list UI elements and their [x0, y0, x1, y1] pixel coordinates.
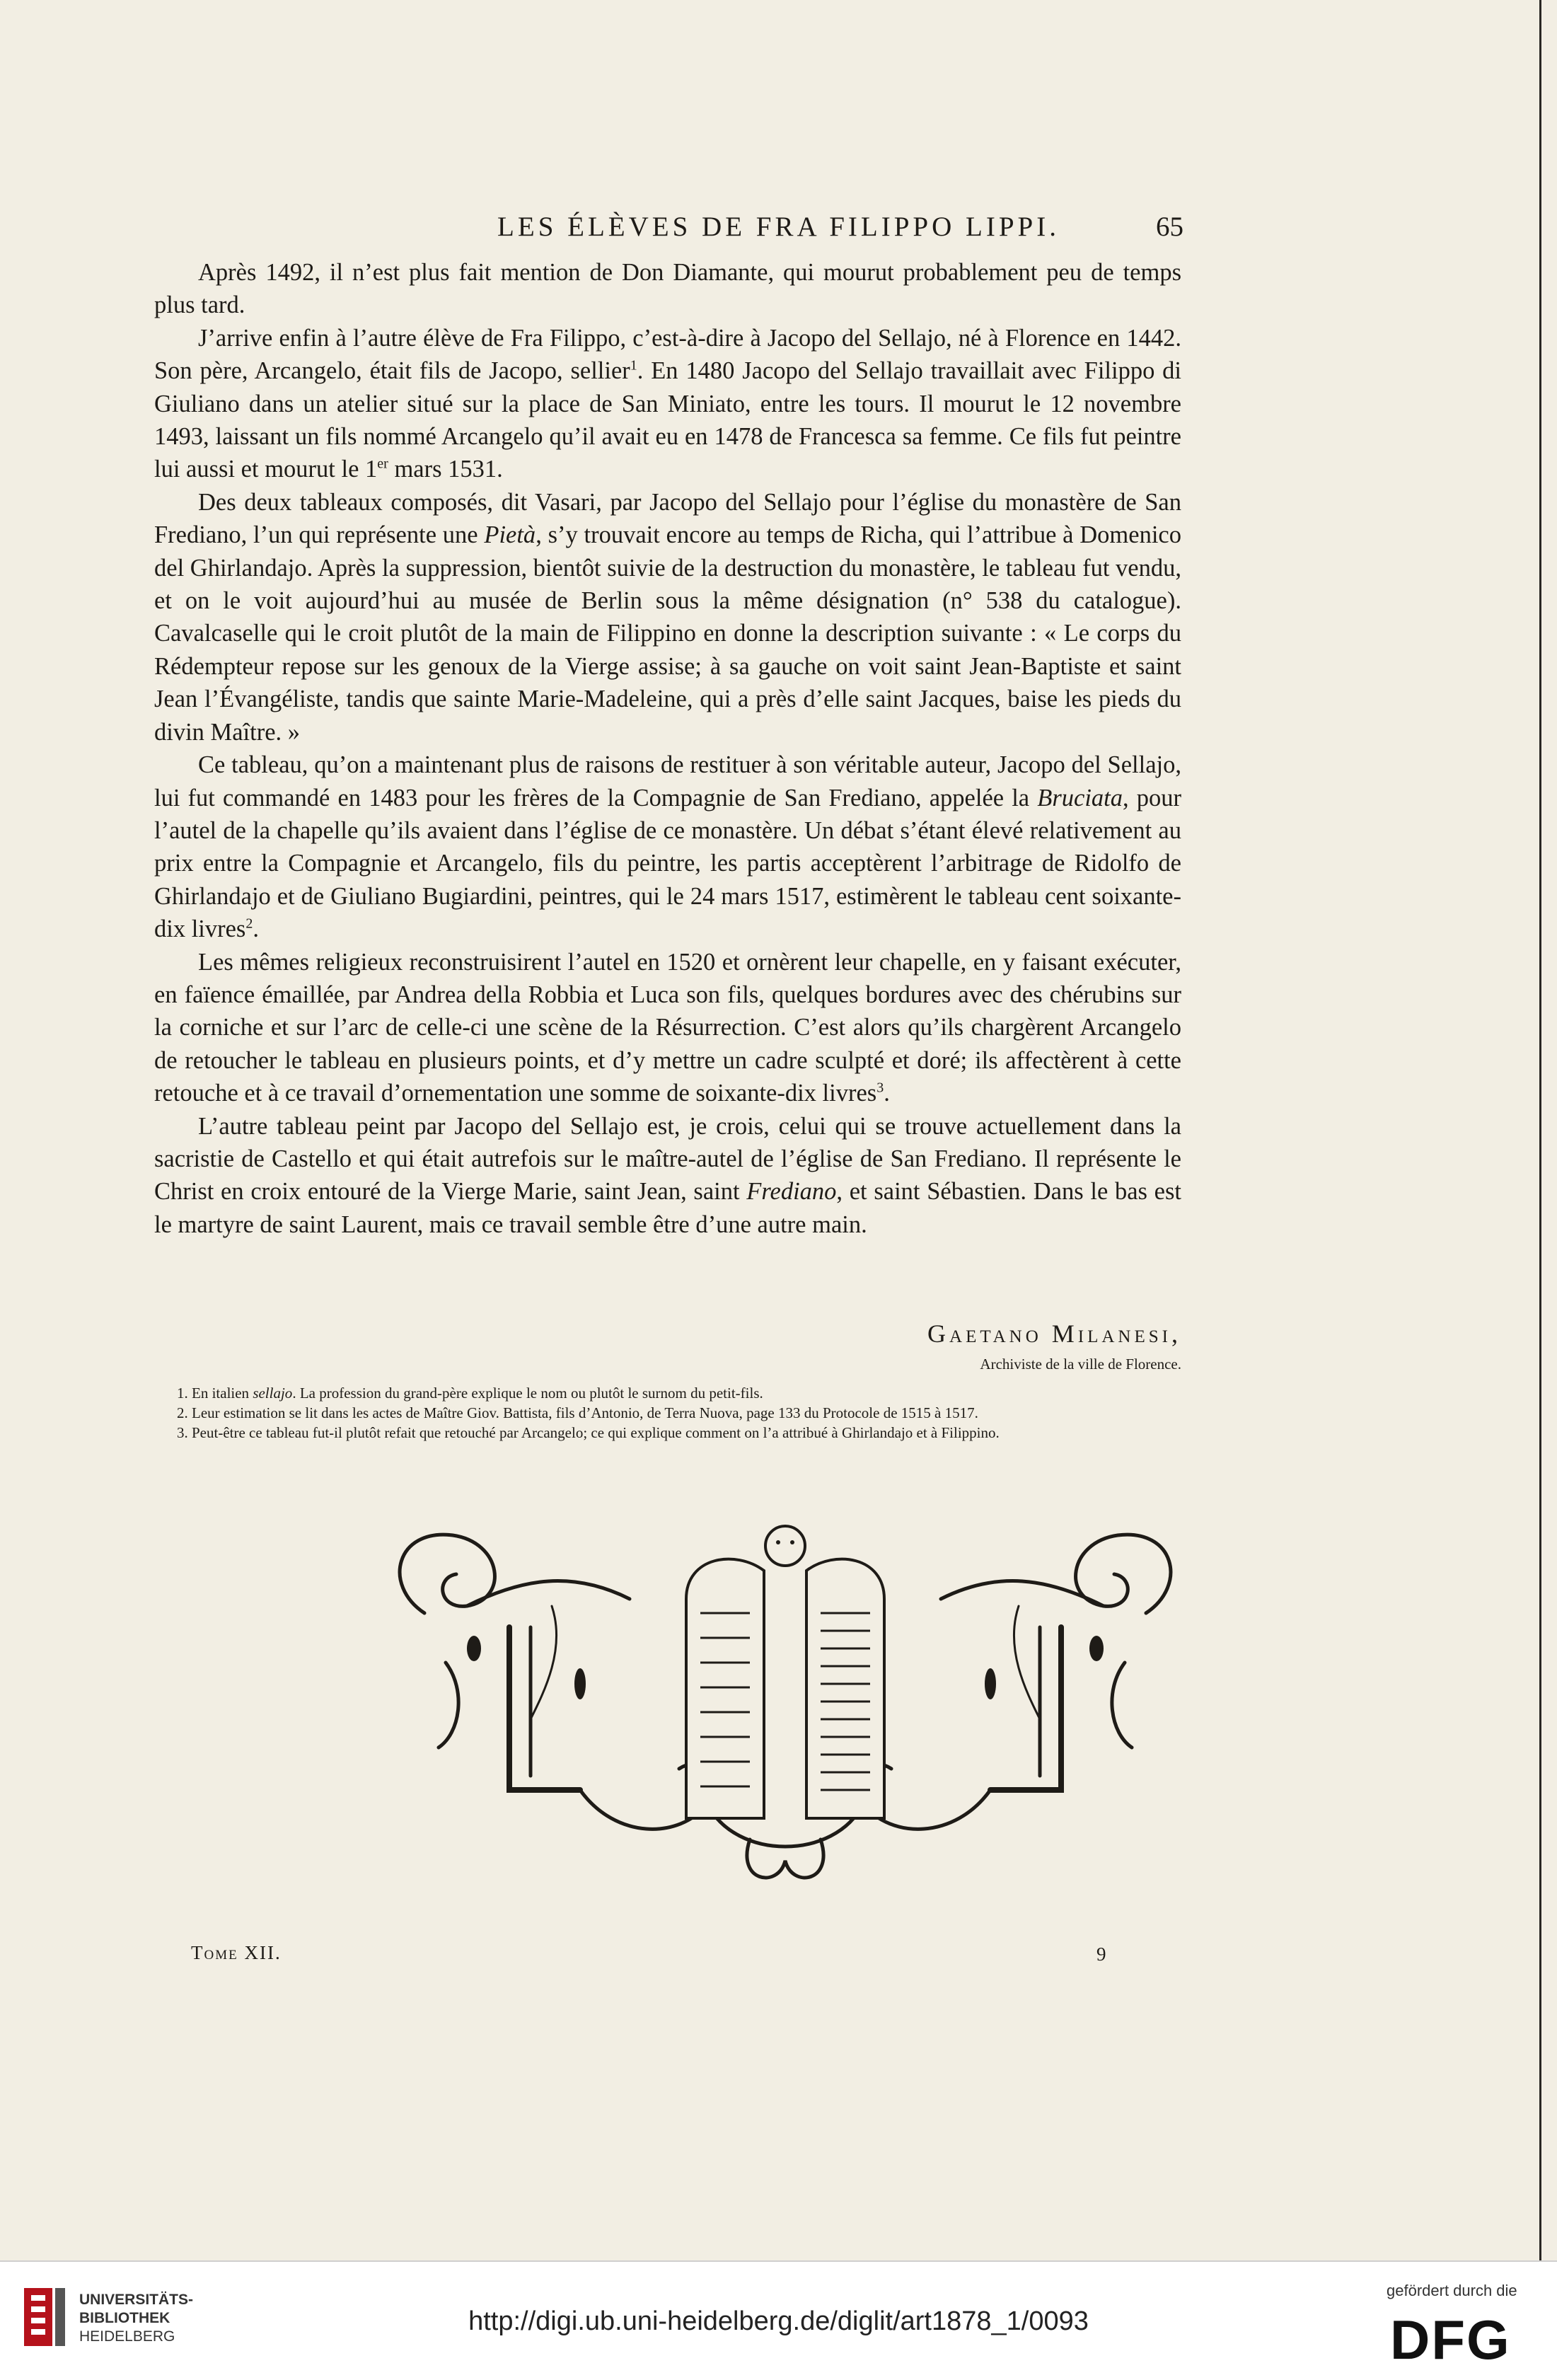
footnote-italic: sellajo	[253, 1385, 293, 1402]
library-city-line: HEIDELBERG	[79, 2328, 175, 2345]
footnote-text: . La profession du grand-père explique le nom ou plutôt le surnom du petit-fils.	[292, 1385, 763, 1402]
article-body	[154, 256, 1181, 1241]
paragraph-text: . En 1480 Jacopo del Sellajo travaillait avec Filippo di Giuliano dans un atelier situé sur la place de San Miniato, entre les tours. Il mourut le 12 novembre 1493, laissant un fils nommé Arcangelo qu’il avait eu en 1478 de Francesca sa femme. Ce fils fut peintre lui aussi et mourut le 1	[154, 357, 1182, 483]
paragraph-text: , s’y trouvait encore au temps de Richa, qui l’attribue à Domenico del Ghirlandajo. Après la suppression, bientôt suivie de la destruction du monastère, le tableau fut vendu, et on le voit aujourd’hui au musée de Berlin sous la même désignation (n° 538 du catalogue). Cavalcaselle qui le croit plutôt de la main de Filippino en donne la description suivante : « Le corps du Rédempteur repose sur les genoux de la Vierge assise; à sa gauche on voit saint Jean-Baptiste et saint Jean l’Évangéliste, tandis que sainte Marie-Madeleine, qui a près d’elle saint Jacques, baise les pieds du divin Maître. »	[154, 521, 1181, 746]
running-title: LES ÉLÈVES DE FRA FILIPPO LIPPI.	[497, 212, 1060, 242]
footnote: 3. Peut-être ce tableau fut-il plutôt refait que retouché par Arcangelo; ce qui explique comment on l’a attribué à Ghirlandajo et à Filippino.	[177, 1424, 1000, 1441]
paragraph-text: L’autre tableau peint par Jacopo del Sellajo est, je crois, celui qui se trouve actuellement dans la sacristie de Castello et qui était autrefois sur le maître-autel de l’église de San Frediano. Il représente le Christ en croix entouré de la Vierge Marie, saint Jean, saint	[154, 1112, 1181, 1206]
dfg-logo: DFG	[1390, 2309, 1511, 2371]
paragraph	[154, 946, 1181, 1110]
paragraph-text: .	[884, 1080, 890, 1107]
paragraph-text: , pour l’autel de la chapelle qu’ils avaient dans l’église de ce monastère. Un débat s’étant élevé relativement au prix entre la Compagnie et Arcangelo, fils du peintre, les partis acceptèrent l’arbitrage de Ridolfo de Ghirlandajo et de Giuliano Bugiardini, peintres, qui le 24 mars 1517, estimèrent le tableau cent soixante-dix livres	[154, 784, 1181, 943]
volume-label: Tome XII.	[191, 1942, 282, 1963]
paragraph	[154, 1110, 1181, 1242]
footnote: 2. Leur estimation se lit dans les actes de Maître Giov. Battista, fils d’Antonio, de Terra Nuova, page 133 du Protocole de 1515 à 1517.	[177, 1404, 978, 1421]
italic-title: Pietà	[484, 521, 536, 549]
ornamental-vignette-illustration	[368, 1507, 1203, 1903]
paragraph-text: Les mêmes religieux reconstruisirent l’autel en 1520 et ornèrent leur chapelle, en y faisant exécuter, en faïence émaillée, par Andrea della Robbia et Luca son fils, quelques bordures avec des chérubins sur la corniche et sur l’arc de celle-ci une scène de la Résurrection. C’est alors qu’ils chargèrent Arcangelo de retoucher le tableau en plusieurs points, et d’y mettre un cadre sculpté et doré; ils affectèrent à cette retouche et à ce travail d’ornementation une somme de soixante-dix livres	[154, 948, 1181, 1107]
sponsor-caption: gefördert durch die	[1387, 2282, 1517, 2299]
paragraph	[154, 749, 1181, 945]
paragraph	[154, 486, 1181, 749]
paragraph-text: , et saint Sébastien. Dans le bas est le martyre de saint Laurent, mais ce travail semble être d’une autre main.	[154, 1178, 1181, 1238]
footnote-text: 1. En italien	[177, 1385, 253, 1402]
library-name-line: UNIVERSITÄTS-	[79, 2292, 194, 2308]
footnotes	[154, 1383, 1181, 1443]
page-number: 65	[1156, 212, 1183, 242]
paragraph-text: J’arrive enfin à l’autre élève de Fra Filippo, c’est-à-dire à Jacopo del Sellajo, né à Florence en 1442. Son père, Arcangelo, était fils de Jacopo, sellier	[154, 324, 1181, 385]
paragraph-text: .	[253, 915, 259, 943]
italic-title: Bruciata	[1037, 784, 1123, 811]
paragraph-text: Ce tableau, qu’on a maintenant plus de raisons de restituer à son véritable auteur, Jacopo del Sellajo, lui fut commandé en 1483 pour les frères de la Compagnie de San Frediano, appelée la	[154, 751, 1181, 811]
paragraph	[154, 322, 1181, 486]
author-title: Archiviste de la ville de Florence.	[980, 1356, 1181, 1373]
footnote-ref: 3	[876, 1080, 884, 1096]
superscript: er	[377, 456, 388, 472]
italic-name: Frediano	[746, 1178, 837, 1206]
paragraph	[154, 256, 1181, 322]
page-edge-shadow	[1539, 0, 1541, 2260]
paragraph-text: Après 1492, il n’est plus fait mention de Don Diamante, qui mourut probablement peu de temps plus tard.	[154, 259, 1181, 319]
paragraph-text: Des deux tableaux composés, dit Vasari, par Jacopo del Sellajo pour l’église du monastère de San Frediano, l’un qui représente une	[154, 488, 1181, 549]
permalink-url[interactable]: http://digi.ub.uni-heidelberg.de/diglit/art1878_1/0093	[468, 2306, 1089, 2336]
paragraph-text: mars 1531.	[388, 456, 503, 483]
author-signature	[778, 1319, 1181, 1373]
footnote-ref: 1	[630, 357, 637, 374]
footnote-ref: 2	[245, 915, 253, 932]
library-name-line: BIBLIOTHEK	[79, 2310, 170, 2326]
author-name: Gaetano Milanesi,	[927, 1319, 1181, 1348]
footnote	[154, 1383, 1181, 1403]
signature-mark: 9	[1096, 1943, 1106, 1965]
